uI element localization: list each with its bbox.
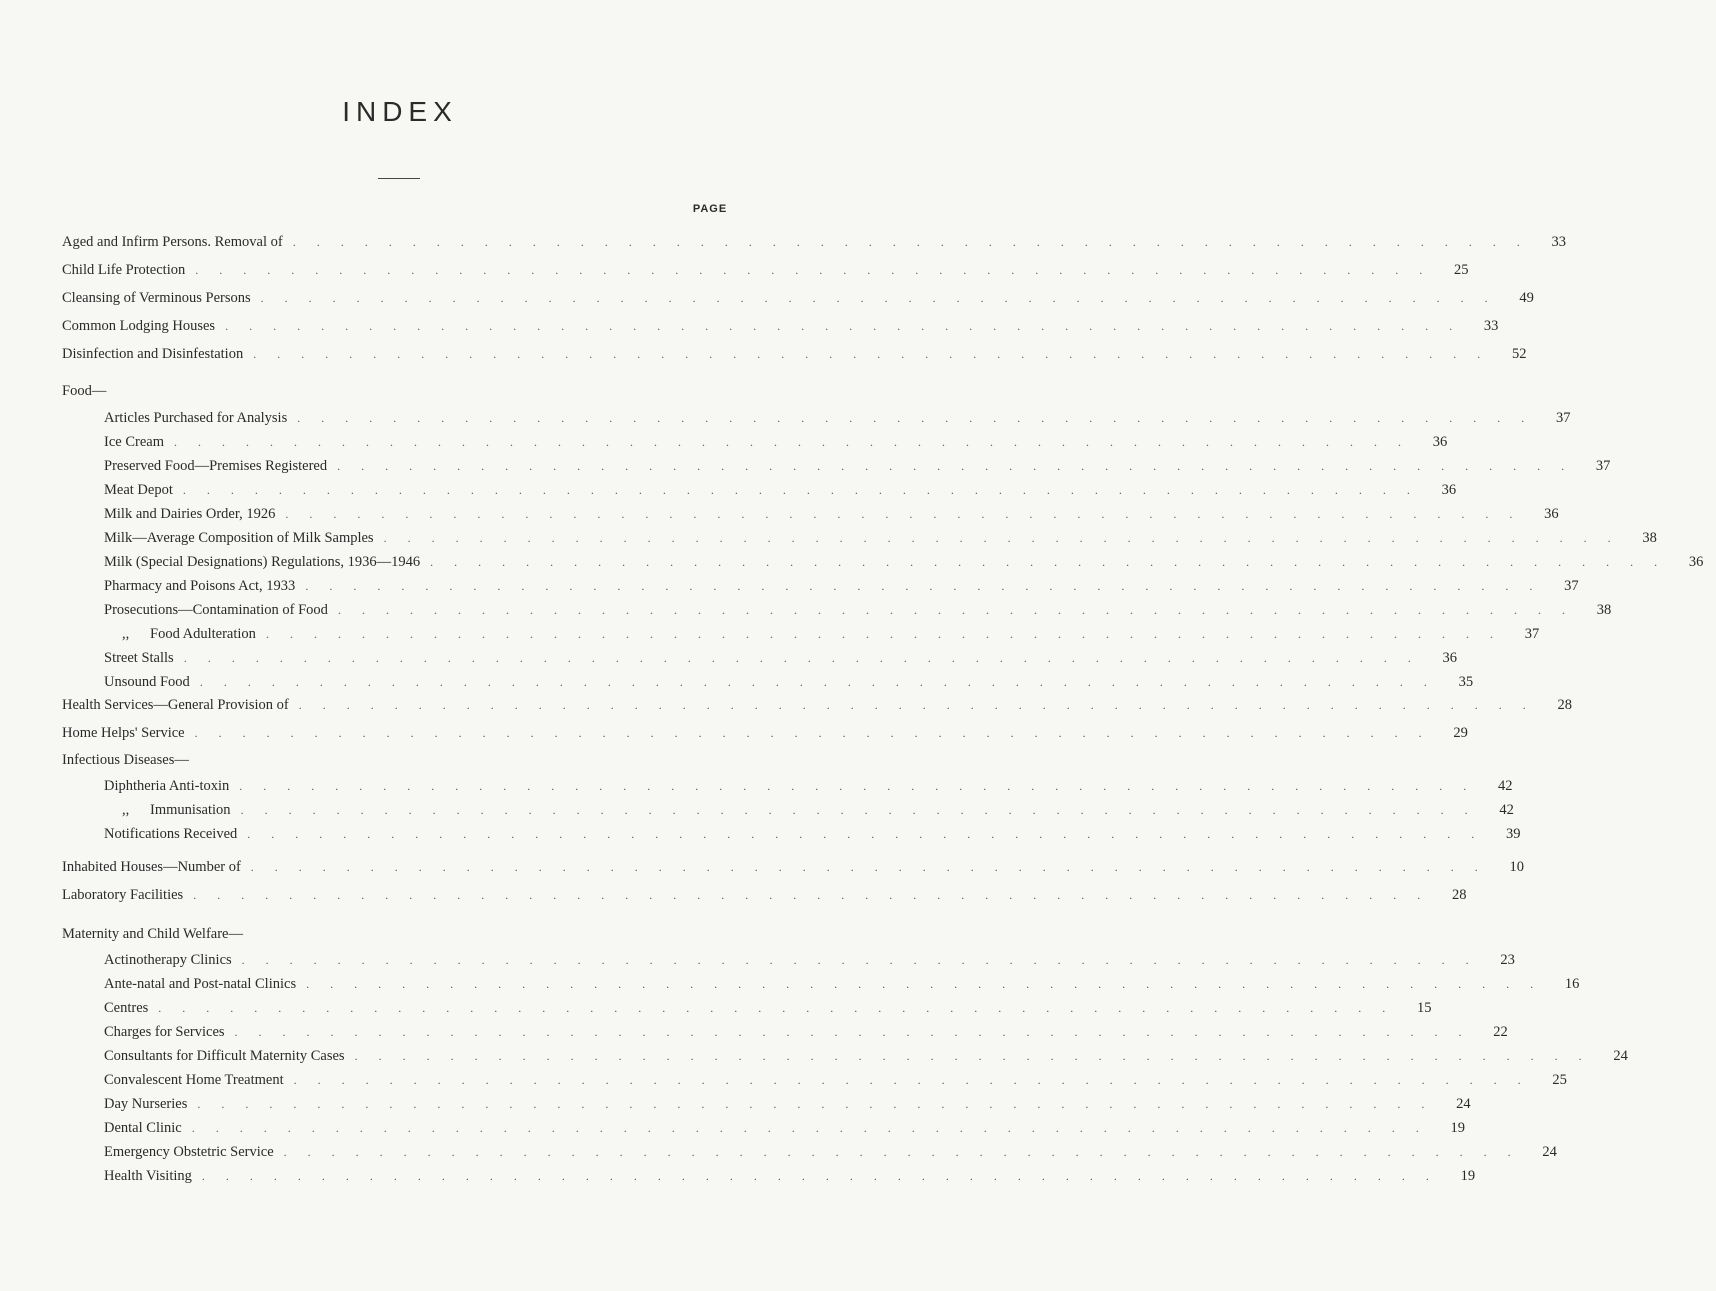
entry-label: Pharmacy and Poisons Act, 1933: [104, 578, 296, 594]
entry-label: Day Nurseries: [104, 1096, 188, 1112]
entry-label: Preserved Food—Premises Registered: [104, 458, 328, 474]
leader-dots: . . . . . . . . . . . . . . . . . . . . . . . . . . . . . . . . . . . . . . . . . . . . . . . . . . . .: [173, 435, 1410, 449]
entry-page-number: 16: [1564, 976, 1580, 992]
index-entry: [62, 725, 1468, 745]
entry-label: Disinfection and Disinfestation: [62, 346, 244, 362]
leader-dots: . . . . . . . . . . . . . . . . . . . . . . . . . . . . . . . . . . . . . . . . . . . . . . . . . . . .: [260, 291, 1497, 305]
entry-page-number: 29: [1453, 725, 1468, 741]
entry-label: Aged and Infirm Persons. Removal of: [62, 234, 283, 250]
leader-dots: . . . . . . . . . . . . . . . . . . . . . . . . . . . . . . . . . . . . . . . . . . . . . . . . . . . .: [194, 726, 1431, 740]
index-entry: [104, 952, 1515, 972]
entry-page-number: 33: [1551, 234, 1566, 250]
entry-label: Convalescent Home Treatment: [104, 1072, 284, 1088]
entry-label: Prosecutions—Contamination of Food: [104, 602, 328, 618]
entry-page-number: 22: [1493, 1024, 1508, 1040]
entry-label: Inhabited Houses—Number of: [62, 859, 241, 875]
entry-page-number: 36: [1442, 650, 1457, 666]
entry-page-number: 38: [1596, 602, 1612, 618]
leader-dots: . . . . . . . . . . . . . . . . . . . . . . . . . . . . . . . . . . . . . . . . . . . . . . . . . . . .: [247, 827, 1484, 841]
entry-page-number: 15: [1417, 1000, 1432, 1016]
entry-label: Dental Clinic: [104, 1120, 182, 1136]
entry-label: Immunisation: [150, 802, 231, 818]
leader-dots: . . . . . . . . . . . . . . . . . . . . . . . . . . . . . . . . . . . . . . . . . . . . . . . . . . . .: [199, 675, 1436, 689]
index-entry: [104, 1168, 1476, 1188]
index-entry: [104, 1048, 1628, 1068]
index-entry: [104, 1120, 1465, 1140]
index-entry: [104, 458, 1611, 478]
entry-label: Centres: [104, 1000, 149, 1016]
index-entry: [62, 697, 1572, 717]
leader-dots: . . . . . . . . . . . . . . . . . . . . . . . . . . . . . . . . . . . . . . . . . . . . . . . . . . . .: [241, 953, 1478, 967]
entry-page-number: 36: [1441, 482, 1457, 498]
leader-dots: . . . . . . . . . . . . . . . . . . . . . . . . . . . . . . . . . . . . . . . . . . . . . . . . . . . .: [225, 319, 1462, 333]
entry-label: Food Adulteration: [150, 626, 256, 642]
title-rule: [378, 178, 420, 179]
index-entry: [104, 602, 1612, 622]
entry-page-number: 24: [1542, 1144, 1557, 1160]
entry-page-number: 49: [1519, 290, 1534, 306]
index-entry: [104, 554, 1704, 574]
entry-label: Ante-natal and Post-natal Clinics: [104, 976, 297, 992]
ditto-mark: ,,: [122, 626, 130, 642]
section-heading: Infectious Diseases—: [62, 752, 189, 768]
leader-dots: . . . . . . . . . . . . . . . . . . . . . . . . . . . . . . . . . . . . . . . . . . . . . . . . . . . .: [240, 803, 1477, 817]
ditto-mark: ,,: [122, 802, 130, 818]
index-entry: [104, 578, 1579, 598]
entry-page-number: 39: [1506, 826, 1521, 842]
entry-page-number: 35: [1458, 674, 1474, 690]
leader-dots: . . . . . . . . . . . . . . . . . . . . . . . . . . . . . . . . . . . . . . . . . . . . . . . . . . . .: [305, 579, 1542, 593]
entry-label: Health Visiting: [104, 1168, 192, 1184]
leader-dots: . . . . . . . . . . . . . . . . . . . . . . . . . . . . . . . . . . . . . . . . . . . . . . . . . . . .: [285, 507, 1522, 521]
index-entry: [104, 1024, 1508, 1044]
leader-dots: . . . . . . . . . . . . . . . . . . . . . . . . . . . . . . . . . . . . . . . . . . . . . . . . . . . .: [306, 977, 1543, 991]
leader-dots: . . . . . . . . . . . . . . . . . . . . . . . . . . . . . . . . . . . . . . . . . . . . . . . . . . . .: [298, 698, 1535, 712]
entry-label: Milk and Dairies Order, 1926: [104, 506, 276, 522]
leader-dots: . . . . . . . . . . . . . . . . . . . . . . . . . . . . . . . . . . . . . . . . . . . . . . . . . . . .: [265, 627, 1502, 641]
index-entry: [104, 826, 1521, 846]
entry-label: Cleansing of Verminous Persons: [62, 290, 251, 306]
entry-label: Laboratory Facilities: [62, 887, 184, 903]
entry-page-number: 24: [1456, 1096, 1471, 1112]
index-entry: [104, 410, 1571, 430]
entry-page-number: 52: [1511, 346, 1527, 362]
index-entry: [104, 1096, 1471, 1116]
entry-label: Actinotherapy Clinics: [104, 952, 232, 968]
entry-page-number: 42: [1498, 778, 1513, 794]
entry-page-number: 37: [1595, 458, 1611, 474]
entry-page-number: 37: [1524, 626, 1540, 642]
leader-dots: . . . . . . . . . . . . . . . . . . . . . . . . . . . . . . . . . . . . . . . . . . . . . . . . . . . .: [193, 888, 1430, 902]
leader-dots: . . . . . . . . . . . . . . . . . . . . . . . . . . . . . . . . . . . . . . . . . . . . . . . . . . . .: [191, 1121, 1428, 1135]
leader-dots: . . . . . . . . . . . . . . . . . . . . . . . . . . . . . . . . . . . . . . . . . . . . . . . . . . . .: [197, 1097, 1434, 1111]
leader-dots: . . . . . . . . . . . . . . . . . . . . . . . . . . . . . . . . . . . . . . . . . . . . . . . . . . . .: [354, 1049, 1591, 1063]
entry-page-number: 24: [1613, 1048, 1628, 1064]
entry-label: Child Life Protection: [62, 262, 186, 278]
index-entry: [104, 1000, 1432, 1020]
leader-dots: . . . . . . . . . . . . . . . . . . . . . . . . . . . . . . . . . . . . . . . . . . . . . . . . . . . .: [250, 860, 1487, 874]
section-heading: Food—: [62, 383, 107, 399]
page-column-heading: PAGE: [692, 203, 728, 215]
leader-dots: . . . . . . . . . . . . . . . . . . . . . . . . . . . . . . . . . . . . . . . . . . . . . . . . . . . .: [430, 555, 1667, 569]
entry-page-number: 28: [1557, 697, 1572, 713]
index-entry: [62, 262, 1469, 282]
index-entry: [62, 346, 1527, 366]
entry-page-number: 37: [1555, 410, 1571, 426]
leader-dots: . . . . . . . . . . . . . . . . . . . . . . . . . . . . . . . . . . . . . . . . . . . . . . . . . . . .: [182, 483, 1419, 497]
index-entry: [104, 802, 1514, 822]
entry-page-number: 23: [1500, 952, 1515, 968]
leader-dots: . . . . . . . . . . . . . . . . . . . . . . . . . . . . . . . . . . . . . . . . . . . . . . . . . . . .: [195, 263, 1432, 277]
leader-dots: . . . . . . . . . . . . . . . . . . . . . . . . . . . . . . . . . . . . . . . . . . . . . . . . . . . .: [158, 1001, 1395, 1015]
leader-dots: . . . . . . . . . . . . . . . . . . . . . . . . . . . . . . . . . . . . . . . . . . . . . . . . . . . .: [293, 1073, 1530, 1087]
leader-dots: . . . . . . . . . . . . . . . . . . . . . . . . . . . . . . . . . . . . . . . . . . . . . . . . . . . .: [201, 1169, 1438, 1183]
section-heading: Maternity and Child Welfare—: [62, 926, 243, 942]
entry-page-number: 36: [1432, 434, 1448, 450]
entry-label: Home Helps' Service: [62, 725, 185, 741]
entry-label: Ice Cream: [104, 434, 164, 450]
entry-label: Notifications Received: [104, 826, 238, 842]
index-entry: [62, 859, 1525, 879]
entry-page-number: 42: [1499, 802, 1514, 818]
index-entry: [104, 674, 1474, 694]
entry-label: Articles Purchased for Analysis: [104, 410, 288, 426]
index-entry: [104, 1144, 1557, 1164]
entry-label: Emergency Obstetric Service: [104, 1144, 274, 1160]
entry-page-number: 25: [1552, 1072, 1567, 1088]
entry-label: Milk—Average Composition of Milk Samples: [104, 530, 374, 546]
index-entry: [62, 234, 1566, 254]
entry-page-number: 25: [1453, 262, 1469, 278]
leader-dots: . . . . . . . . . . . . . . . . . . . . . . . . . . . . . . . . . . . . . . . . . . . . . . . . . . . .: [337, 459, 1574, 473]
entry-label: Diphtheria Anti-toxin: [104, 778, 230, 794]
leader-dots: . . . . . . . . . . . . . . . . . . . . . . . . . . . . . . . . . . . . . . . . . . . . . . . . . . . .: [337, 603, 1574, 617]
leader-dots: . . . . . . . . . . . . . . . . . . . . . . . . . . . . . . . . . . . . . . . . . . . . . . . . . . . .: [234, 1025, 1471, 1039]
entry-label: Street Stalls: [104, 650, 174, 666]
entry-page-number: 33: [1483, 318, 1499, 334]
index-entry: [104, 530, 1657, 550]
entry-label: Charges for Services: [104, 1024, 225, 1040]
leader-dots: . . . . . . . . . . . . . . . . . . . . . . . . . . . . . . . . . . . . . . . . . . . . . . . . . . . .: [283, 1145, 1520, 1159]
leader-dots: . . . . . . . . . . . . . . . . . . . . . . . . . . . . . . . . . . . . . . . . . . . . . . . . . . . .: [383, 531, 1620, 545]
index-entry: [104, 506, 1559, 526]
entry-label: Health Services—General Provision of: [62, 697, 289, 713]
entry-label: Consultants for Difficult Maternity Cases: [104, 1048, 345, 1064]
index-entry: [104, 482, 1457, 502]
entry-page-number: 28: [1451, 887, 1467, 903]
index-entry: [104, 626, 1540, 646]
entry-label: Meat Depot: [104, 482, 173, 498]
index-entry: [62, 318, 1499, 338]
index-entry: [104, 1072, 1567, 1092]
leader-dots: . . . . . . . . . . . . . . . . . . . . . . . . . . . . . . . . . . . . . . . . . . . . . . . . . . . .: [292, 235, 1529, 249]
index-entry: [104, 976, 1580, 996]
index-entry: [62, 887, 1467, 907]
leader-dots: . . . . . . . . . . . . . . . . . . . . . . . . . . . . . . . . . . . . . . . . . . . . . . . . . . . .: [297, 411, 1534, 425]
entry-page-number: 10: [1509, 859, 1525, 875]
entry-label: Unsound Food: [104, 674, 190, 690]
leader-dots: . . . . . . . . . . . . . . . . . . . . . . . . . . . . . . . . . . . . . . . . . . . . . . . . . . . .: [183, 651, 1420, 665]
entry-page-number: 19: [1460, 1168, 1476, 1184]
entry-label: Milk (Special Designations) Regulations, 1936—1946: [104, 554, 421, 570]
index-entry: [104, 650, 1457, 670]
index-entry: [104, 434, 1448, 454]
entry-label: Common Lodging Houses: [62, 318, 216, 334]
entry-page-number: 37: [1564, 578, 1579, 594]
leader-dots: . . . . . . . . . . . . . . . . . . . . . . . . . . . . . . . . . . . . . . . . . . . . . . . . . . . .: [253, 347, 1490, 361]
index-entry: [104, 778, 1513, 798]
entry-page-number: 19: [1450, 1120, 1465, 1136]
entry-page-number: 36: [1688, 554, 1704, 570]
page-title: INDEX: [342, 96, 458, 127]
entry-page-number: 38: [1642, 530, 1657, 546]
index-entry: [62, 290, 1534, 310]
entry-page-number: 36: [1544, 506, 1559, 522]
leader-dots: . . . . . . . . . . . . . . . . . . . . . . . . . . . . . . . . . . . . . . . . . . . . . . . . . . . .: [239, 779, 1476, 793]
